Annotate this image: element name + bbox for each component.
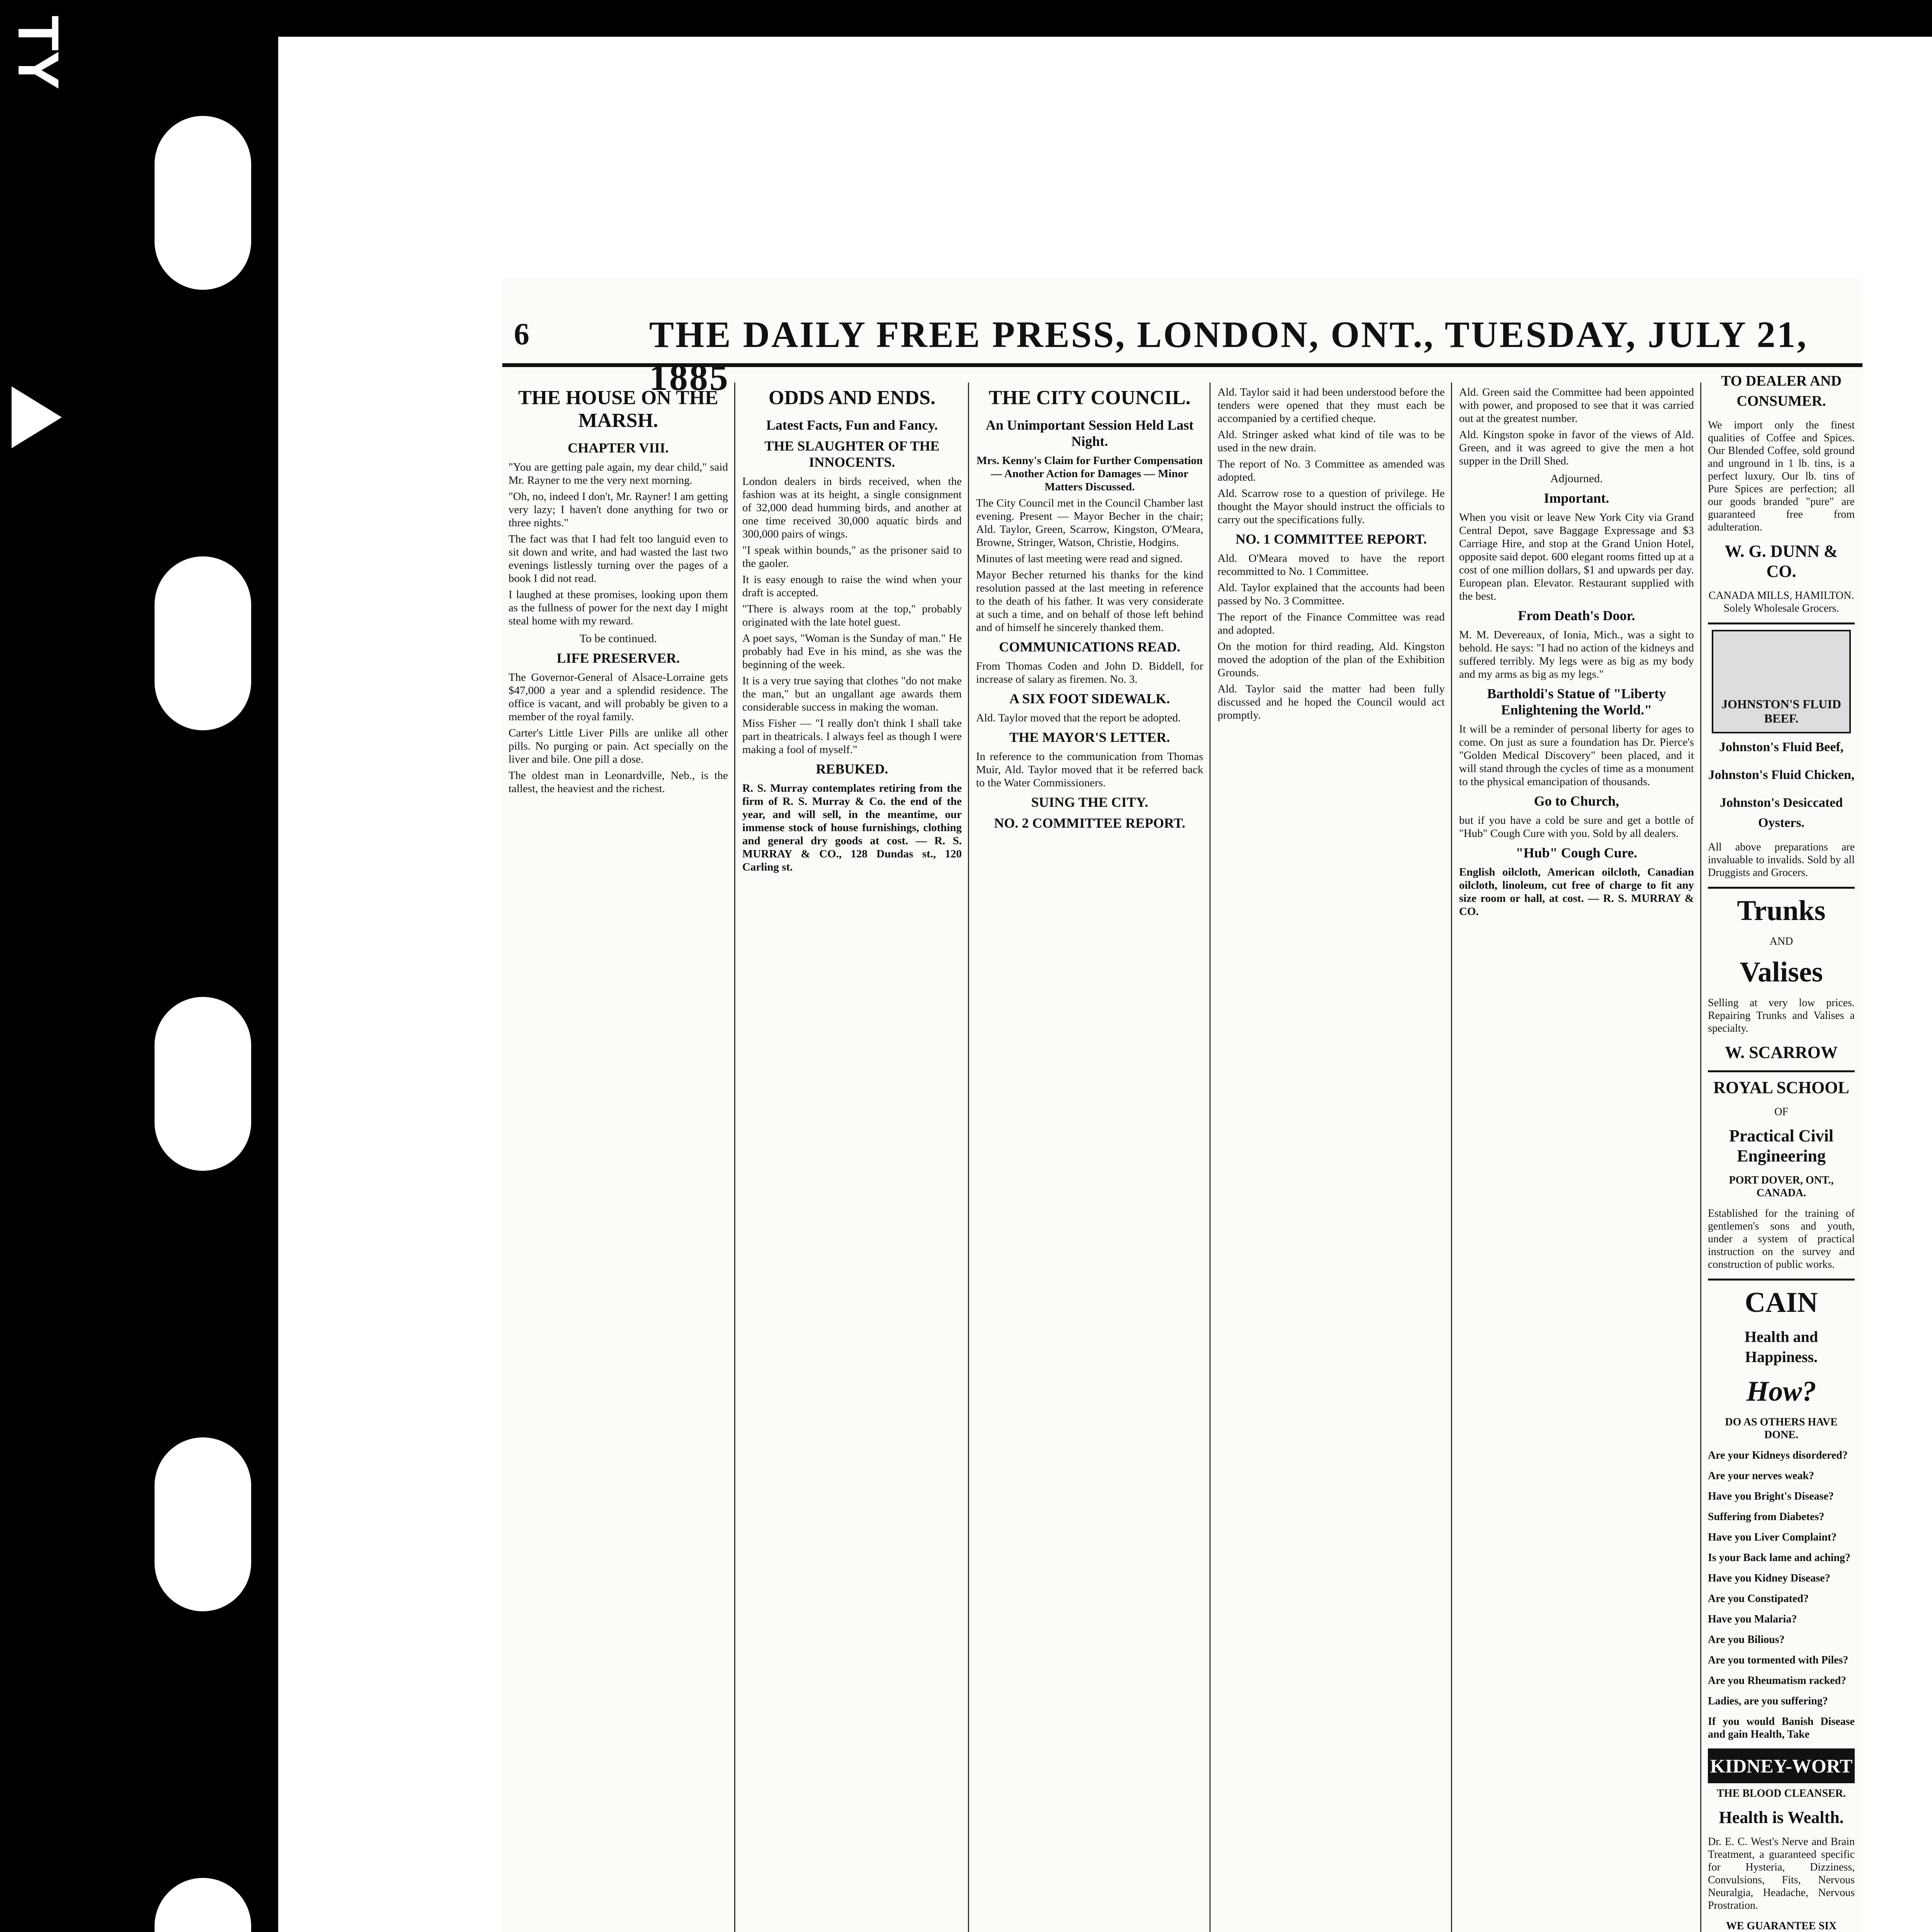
- section-heading: SUING THE CITY.: [1031, 794, 1148, 810]
- question-line: Is your Back lame and aching?: [1708, 1552, 1850, 1564]
- health-wealth-heading: Health is Wealth.: [1719, 1808, 1844, 1827]
- beef-illustration: [1712, 630, 1851, 733]
- council-paragraph: The report of the Finance Committee was read and adopted.: [1218, 611, 1445, 636]
- news-paragraph: Carter's Little Liver Pills are unlike all other pills. No purging or pain. Act specially on the liver and bile. One pill a dose.: [509, 727, 728, 765]
- council-paragraph: Ald. Stringer asked what kind of tile was to be used in the new drain.: [1218, 429, 1445, 454]
- odds-paragraph: "I speak within bounds," as the prisoner said to the gaoler.: [742, 544, 962, 570]
- column-odds-ends: [736, 383, 969, 1932]
- adjourned-note: Adjourned.: [1550, 472, 1603, 485]
- beef-line: Johnston's Desiccated Oysters.: [1719, 796, 1843, 830]
- news-paragraph: The Governor-General of Alsace-Lorraine gets $47,000 a year and a splendid residence. The office is vacant, and will probably be given to a member of the royal family.: [509, 671, 728, 723]
- beef-illustration-label: JOHNSTON'S FLUID BEEF.: [1721, 697, 1841, 725]
- advertisement-column: [1704, 371, 1859, 1932]
- council-summary: Mrs. Kenny's Claim for Further Compensation — Another Action for Damages — Minor Matters Discussed.: [976, 454, 1203, 493]
- slaughter-heading: THE SLAUGHTER OF THE INNOCENTS.: [764, 438, 940, 470]
- how-heading: How?: [1746, 1376, 1816, 1407]
- council-heading: THE CITY COUNCIL.: [988, 387, 1191, 409]
- school-text: Established for the training of gentlemen's sons and youth, under a system of practical instruction on the survey and construction of public works.: [1708, 1208, 1855, 1270]
- company-subline: CANADA MILLS, HAMILTON. Solely Wholesale Grocers.: [1708, 590, 1854, 614]
- school-place: PORT DOVER, ONT., CANADA.: [1729, 1174, 1834, 1199]
- question-line: Are you Bilious?: [1708, 1634, 1785, 1646]
- council-subheading: An Unimportant Session Held Last Night.: [985, 417, 1194, 449]
- chapter-heading: CHAPTER VIII.: [568, 440, 669, 456]
- beef-note: All above preparations are invaluable to invalids. Sold by all Druggists and Grocers.: [1708, 841, 1855, 879]
- council-paragraph: The report of No. 3 Committee as amended was adopted.: [1218, 458, 1445, 483]
- column-story: [502, 383, 735, 1932]
- story-paragraph: The fact was that I had felt too languid even to sit down and write, and had wasted the last two evenings listlessly turning over the pages of a book I did not read.: [509, 533, 728, 585]
- continued-note: To be continued.: [579, 632, 657, 645]
- council-paragraph: The City Council met in the Council Chamber last evening. Present — Mayor Becher in the chair; Ald. Taylor, Green, Scarrow, Kingston, O'Meara, Browne, Stringer, Watson, Christie, Hodgins.: [976, 497, 1203, 549]
- odds-paragraph: Miss Fisher — "I really don't think I shall take part in theatricals. I always feel as though I were making a fool of myself.": [742, 717, 962, 756]
- newspaper-page: [502, 278, 1862, 1932]
- news-paragraph: The oldest man in Leonardville, Neb., is the tallest, the heaviest and the richest.: [509, 769, 728, 795]
- odds-paragraph: "There is always room at the top," probably originated with the late hotel guest.: [742, 603, 962, 628]
- dealer-heading: TO DEALER AND CONSUMER.: [1721, 373, 1842, 409]
- sprocket-hole: [155, 997, 251, 1171]
- council-paragraph: Mayor Becher returned his thanks for the kind resolution passed at the last meeting in reference to the death of his father. It was very considerate at such a time, and on behalf of those left behind and of himself he sincerely thanked them.: [976, 569, 1203, 634]
- important-paragraph: When you visit or leave New York City via Grand Central Depot, save Baggage Expressage and $3 Carriage Hire, and stop at the Grand Union Hotel, opposite said depot. 600 elegant rooms fitted up at a cost of one million dollars, $1 and upwards per day. European plan. Elevator. Restaurant supplied with the best.: [1459, 511, 1694, 602]
- question-line: Are your Kidneys disordered?: [1708, 1449, 1848, 1461]
- question-line: If you would Banish Disease and gain Health, Take: [1708, 1716, 1855, 1740]
- dealer-text: We import only the finest qualities of Coffee and Spices. Our Blended Coffee, sold ground and unground in 1 lb. tins, is a perfect luxury. Our lb. tins of Pure Spices are perfection; all our goods branded "pure" are guaranteed free from adulteration.: [1708, 419, 1855, 533]
- ad-divider: [1708, 887, 1855, 889]
- story-paragraph: I laughed at these promises, looking upon them as the fullness of power for the next day I might steal home with my reward.: [509, 588, 728, 627]
- council-paragraph: Ald. Taylor explained that the accounts had been passed by No. 3 Committee.: [1218, 582, 1445, 607]
- section-heading: COMMUNICATIONS READ.: [999, 639, 1180, 655]
- council-paragraph: Ald. Kingston spoke in favor of the views of Ald. Green, and it was agreed to give the men a hot supper in the Drill Shed.: [1459, 429, 1694, 467]
- column-city-council: [970, 383, 1211, 1932]
- question-line: Suffering from Diabetes?: [1708, 1511, 1825, 1523]
- do-as-others: DO AS OTHERS HAVE DONE.: [1725, 1416, 1838, 1441]
- odds-paragraph: A poet says, "Woman is the Sunday of man." He probably had Eve in his mind, as she was the beginning of the week.: [742, 632, 962, 671]
- beef-line: Johnston's Fluid Chicken,: [1708, 768, 1855, 782]
- important-heading: Important.: [1544, 490, 1609, 506]
- question-line: Have you Kidney Disease?: [1708, 1572, 1830, 1584]
- story-paragraph: "Oh, no, indeed I don't, Mr. Rayner! I am getting very lazy; I haven't done anything for two or three nights.": [509, 490, 728, 529]
- statue-paragraph: It will be a reminder of personal liberty for ages to come. On just as sure a foundation has Dr. Pierce's "Golden Medical Discovery" been placed, and it will stand through the cycles of time as a monument to the physical emancipation of thousands.: [1459, 723, 1694, 788]
- council-paragraph: From Thomas Coden and John D. Biddell, for increase of salary as firemen. No. 3.: [976, 660, 1203, 685]
- question-line: Are you Constipated?: [1708, 1593, 1809, 1605]
- poem-title: REBUKED.: [816, 761, 888, 777]
- sprocket-hole: [155, 1437, 251, 1611]
- preserver-heading: LIFE PRESERVER.: [556, 650, 680, 666]
- odds-paragraph: London dealers in birds received, when the fashion was at its height, a single consignment of 32,000 dead humming birds, and another at one time received 30,000 aquatic birds and 300,000 pairs of wings.: [742, 475, 962, 540]
- newspaper-title: THE DAILY FREE PRESS, LONDON, ONT., TUESDAY, JULY 21, 1885: [649, 314, 1808, 398]
- sprocket-hole: [155, 116, 251, 290]
- question-line: Are your nerves weak?: [1708, 1470, 1815, 1482]
- valises-heading: Valises: [1740, 956, 1823, 988]
- odds-paragraph: It is easy enough to raise the wind when your draft is accepted.: [742, 573, 962, 599]
- council-paragraph: On the motion for third reading, Ald. Kingston moved the adoption of the plan of the Exhibition Grounds.: [1218, 640, 1445, 679]
- church-heading: Go to Church,: [1534, 793, 1619, 809]
- blood-cleanser: THE BLOOD CLEANSER.: [1717, 1787, 1846, 1799]
- film-edge-text: TY: [6, 15, 71, 90]
- council-paragraph: Ald. Scarrow rose to a question of privilege. He thought the Mayor should instruct the officials to carry out the specifications fully.: [1218, 487, 1445, 526]
- council-paragraph: In reference to the communication from Thomas Muir, Ald. Taylor moved that it be referred back to the Water Commissioners.: [976, 750, 1203, 789]
- school-line: ROYAL SCHOOL: [1713, 1078, 1849, 1097]
- scarrow-name: W. SCARROW: [1725, 1043, 1838, 1062]
- council-paragraph: Ald. O'Meara moved to have the report recommitted to No. 1 Committee.: [1218, 552, 1445, 578]
- section-heading: A SIX FOOT SIDEWALK.: [1009, 691, 1170, 706]
- council-paragraph: Minutes of last meeting were read and signed.: [976, 553, 1183, 565]
- oilcloth-notice: English oilcloth, American oilcloth, Canadian oilcloth, linoleum, cut free of charge to fit any size room or hall, at cost. — R. S. MURRAY & CO.: [1459, 866, 1694, 918]
- ad-divider: [1708, 1070, 1855, 1072]
- death-door-paragraph: M. M. Devereaux, of Ionia, Mich., was a sight to behold. He says: "I had no action of the kidneys and suffered terribly. My legs were as big as my body and my arms as big as my legs.": [1459, 629, 1694, 680]
- trunks-heading: Trunks: [1737, 895, 1826, 927]
- question-line: Ladies, are you suffering?: [1708, 1695, 1828, 1707]
- council-paragraph: Ald. Green said the Committee had been appointed with power, and proposed to see that it was carried out at the greatest number.: [1459, 386, 1694, 425]
- question-line: Have you Bright's Disease?: [1708, 1490, 1834, 1502]
- school-title: Practical Civil Engineering: [1729, 1126, 1833, 1165]
- film-edge-arrow-icon: [12, 386, 62, 448]
- page-number: 6: [514, 317, 529, 351]
- question-line: Have you Malaria?: [1708, 1613, 1797, 1625]
- story-paragraph: "You are getting pale again, my dear child," said Mr. Rayner to me the very next morning.: [509, 461, 728, 486]
- odds-heading: ODDS AND ENDS.: [769, 387, 935, 409]
- story-heading: THE HOUSE ON THE MARSH.: [518, 387, 718, 432]
- section-heading: NO. 2 COMMITTEE REPORT.: [994, 815, 1185, 831]
- question-line: Are you tormented with Piles?: [1708, 1654, 1849, 1666]
- council-paragraph: Ald. Taylor said it had been understood before the tenders were opened that they must each be accompanied by a certified cheque.: [1218, 386, 1445, 425]
- column-misc: [1453, 383, 1701, 1932]
- section-heading: NO. 1 COMMITTEE REPORT.: [1235, 531, 1427, 547]
- beef-line: Johnston's Fluid Beef,: [1719, 740, 1844, 754]
- kidney-wort-banner: KIDNEY-WORT: [1708, 1748, 1855, 1783]
- sprocket-hole: [155, 1878, 251, 1932]
- guarantee-line: WE GUARANTEE SIX: [1726, 1920, 1837, 1932]
- death-door-heading: From Death's Door.: [1518, 608, 1635, 623]
- film-strip-top: [278, 0, 1932, 37]
- church-paragraph: but if you have a cold be sure and get a bottle of "Hub" Cough Cure with you. Sold by all dealers.: [1459, 814, 1694, 840]
- cure-text: Dr. E. C. West's Nerve and Brain Treatment, a guaranteed specific for Hysteria, Dizziness, Convulsions, Fits, Nervous Neuralgia, Headache, Nervous Prostration.: [1708, 1836, 1855, 1912]
- sprocket-hole: [155, 556, 251, 730]
- column-council-continued: [1211, 383, 1452, 1932]
- trunks-and: AND: [1769, 935, 1793, 947]
- murray-notice: R. S. Murray contemplates retiring from the firm of R. S. Murray & Co. the end of the year, and will sell, in the meantime, our immense stock of house furnishings, clothing and general dry goods at cost. — R. S. MURRAY & CO., 128 Dundas st., 120 Carling st.: [742, 782, 962, 873]
- section-heading: THE MAYOR'S LETTER.: [1009, 730, 1170, 745]
- statue-heading: Bartholdi's Statue of "Liberty Enlightening the World.": [1487, 686, 1666, 718]
- cain-heading: CAIN: [1745, 1287, 1818, 1318]
- film-strip-left: [0, 0, 278, 1932]
- odds-paragraph: It is a very true saying that clothes "do not make the man," but an ungallant age awards them considerable success in making the woman.: [742, 675, 962, 713]
- trunks-text: Selling at very low prices. Repairing Trunks and Valises a specialty.: [1708, 997, 1855, 1034]
- company-name: W. G. DUNN & CO.: [1725, 542, 1838, 581]
- ad-divider: [1708, 622, 1855, 624]
- question-line: Are you Rheumatism racked?: [1708, 1675, 1847, 1687]
- cough-cure-heading: "Hub" Cough Cure.: [1515, 845, 1638, 861]
- health-heading: Health and Happiness.: [1744, 1328, 1818, 1366]
- council-paragraph: Ald. Taylor said the matter had been fully discussed and he hoped the Council would act promptly.: [1218, 683, 1445, 721]
- school-of: OF: [1774, 1106, 1788, 1118]
- ad-divider: [1708, 1279, 1855, 1281]
- odds-subheading: Latest Facts, Fun and Fancy.: [766, 417, 938, 433]
- council-paragraph: Ald. Taylor moved that the report be adopted.: [976, 712, 1181, 724]
- question-line: Have you Liver Complaint?: [1708, 1531, 1837, 1543]
